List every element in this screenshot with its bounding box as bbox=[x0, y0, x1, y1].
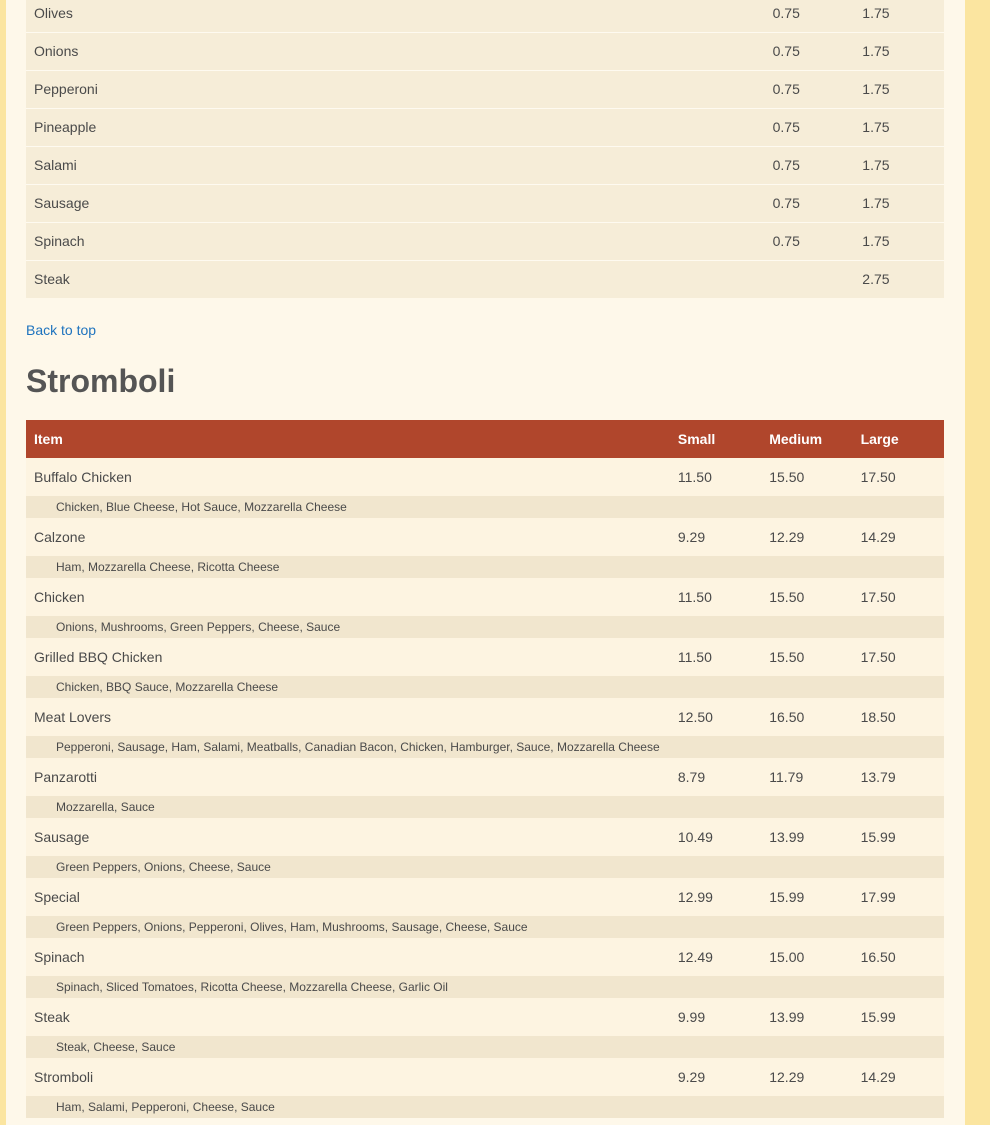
item-description: Ham, Mozzarella Cheese, Ricotta Cheese bbox=[26, 556, 944, 578]
item-name: Panzarotti bbox=[26, 758, 670, 796]
topping-row bbox=[26, 32, 944, 70]
item-large-price: 17.50 bbox=[853, 458, 944, 496]
item-description: Chicken, BBQ Sauce, Mozzarella Cheese bbox=[26, 676, 944, 698]
header-item: Item bbox=[26, 420, 670, 458]
item-small-price: 9.29 bbox=[670, 1058, 761, 1096]
topping-name: Pineapple bbox=[26, 108, 765, 146]
item-medium-price: 15.99 bbox=[761, 878, 852, 916]
item-name: Meat Lovers bbox=[26, 698, 670, 736]
item-description: Green Peppers, Onions, Cheese, Sauce bbox=[26, 856, 944, 878]
stromboli-description-row bbox=[26, 796, 944, 818]
item-small-price: 11.50 bbox=[670, 458, 761, 496]
stromboli-description-row bbox=[26, 1036, 944, 1058]
item-medium-price: 13.99 bbox=[761, 818, 852, 856]
item-description: Chicken, Blue Cheese, Hot Sauce, Mozzarella Cheese bbox=[26, 496, 944, 518]
topping-name: Pepperoni bbox=[26, 70, 765, 108]
item-name: Chicken bbox=[26, 578, 670, 616]
item-large-price: 15.99 bbox=[853, 818, 944, 856]
topping-row bbox=[26, 260, 944, 298]
header-large: Large bbox=[853, 420, 944, 458]
item-medium-price: 12.29 bbox=[761, 518, 852, 556]
item-name: Grilled BBQ Chicken bbox=[26, 638, 670, 676]
item-medium-price: 13.99 bbox=[761, 998, 852, 1036]
stromboli-description-row bbox=[26, 736, 944, 758]
item-description: Green Peppers, Onions, Pepperoni, Olives, Ham, Mushrooms, Sausage, Cheese, Sauce bbox=[26, 916, 944, 938]
topping-name: Spinach bbox=[26, 222, 765, 260]
item-large-price: 18.50 bbox=[853, 698, 944, 736]
topping-row bbox=[26, 70, 944, 108]
back-to-top-link[interactable]: Back to top bbox=[26, 322, 97, 338]
topping-name: Sausage bbox=[26, 184, 765, 222]
item-small-price: 9.29 bbox=[670, 518, 761, 556]
page-content bbox=[6, 0, 965, 1125]
topping-row bbox=[26, 108, 944, 146]
item-name: Special bbox=[26, 878, 670, 916]
item-small-price: 9.99 bbox=[670, 998, 761, 1036]
item-description: Pepperoni, Sausage, Ham, Salami, Meatballs, Canadian Bacon, Chicken, Hamburger, Sauce, Mozzarella Cheese bbox=[26, 736, 944, 758]
topping-name: Onions bbox=[26, 32, 765, 70]
topping-large-price: 1.75 bbox=[854, 70, 944, 108]
toppings-table-body bbox=[26, 0, 944, 298]
topping-small-price bbox=[765, 260, 855, 298]
topping-small-price: 0.75 bbox=[765, 0, 855, 32]
stromboli-table-body bbox=[26, 458, 944, 1118]
item-large-price: 15.99 bbox=[853, 998, 944, 1036]
topping-large-price: 1.75 bbox=[854, 184, 944, 222]
stromboli-description-row bbox=[26, 856, 944, 878]
item-medium-price: 16.50 bbox=[761, 698, 852, 736]
stromboli-header-row bbox=[26, 420, 944, 458]
item-description: Steak, Cheese, Sauce bbox=[26, 1036, 944, 1058]
stromboli-description-row bbox=[26, 676, 944, 698]
item-medium-price: 15.50 bbox=[761, 638, 852, 676]
topping-small-price: 0.75 bbox=[765, 146, 855, 184]
item-medium-price: 15.50 bbox=[761, 578, 852, 616]
item-name: Steak bbox=[26, 998, 670, 1036]
item-medium-price: 15.00 bbox=[761, 938, 852, 976]
topping-small-price: 0.75 bbox=[765, 108, 855, 146]
item-name: Sausage bbox=[26, 818, 670, 856]
topping-large-price: 1.75 bbox=[854, 32, 944, 70]
section-title: Stromboli bbox=[26, 363, 176, 399]
topping-small-price: 0.75 bbox=[765, 222, 855, 260]
topping-large-price: 1.75 bbox=[854, 222, 944, 260]
stromboli-item-row bbox=[26, 638, 944, 676]
toppings-table bbox=[26, 0, 944, 298]
topping-small-price: 0.75 bbox=[765, 70, 855, 108]
item-name: Stromboli bbox=[26, 1058, 670, 1096]
topping-small-price: 0.75 bbox=[765, 32, 855, 70]
topping-row bbox=[26, 222, 944, 260]
header-medium: Medium bbox=[761, 420, 852, 458]
stromboli-description-row bbox=[26, 916, 944, 938]
item-large-price: 17.50 bbox=[853, 638, 944, 676]
stromboli-item-row bbox=[26, 518, 944, 556]
stromboli-description-row bbox=[26, 1096, 944, 1118]
stromboli-item-row bbox=[26, 1058, 944, 1096]
stromboli-item-row bbox=[26, 938, 944, 976]
stromboli-table bbox=[26, 420, 944, 1118]
topping-row bbox=[26, 146, 944, 184]
topping-large-price: 1.75 bbox=[854, 146, 944, 184]
item-medium-price: 11.79 bbox=[761, 758, 852, 796]
stromboli-item-row bbox=[26, 998, 944, 1036]
topping-large-price: 1.75 bbox=[854, 0, 944, 32]
item-description: Mozzarella, Sauce bbox=[26, 796, 944, 818]
topping-small-price: 0.75 bbox=[765, 184, 855, 222]
stromboli-item-row bbox=[26, 758, 944, 796]
stromboli-item-row bbox=[26, 578, 944, 616]
stromboli-item-row bbox=[26, 458, 944, 496]
topping-row bbox=[26, 184, 944, 222]
item-medium-price: 15.50 bbox=[761, 458, 852, 496]
item-small-price: 12.50 bbox=[670, 698, 761, 736]
item-small-price: 12.49 bbox=[670, 938, 761, 976]
item-large-price: 14.29 bbox=[853, 518, 944, 556]
topping-large-price: 2.75 bbox=[854, 260, 944, 298]
topping-name: Salami bbox=[26, 146, 765, 184]
item-large-price: 17.50 bbox=[853, 578, 944, 616]
topping-large-price: 1.75 bbox=[854, 108, 944, 146]
topping-name: Steak bbox=[26, 260, 765, 298]
item-large-price: 17.99 bbox=[853, 878, 944, 916]
topping-name: Olives bbox=[26, 0, 765, 32]
stromboli-description-row bbox=[26, 556, 944, 578]
item-description: Ham, Salami, Pepperoni, Cheese, Sauce bbox=[26, 1096, 944, 1118]
item-small-price: 10.49 bbox=[670, 818, 761, 856]
item-description: Spinach, Sliced Tomatoes, Ricotta Cheese, Mozzarella Cheese, Garlic Oil bbox=[26, 976, 944, 998]
item-large-price: 14.29 bbox=[853, 1058, 944, 1096]
item-small-price: 11.50 bbox=[670, 578, 761, 616]
item-medium-price: 12.29 bbox=[761, 1058, 852, 1096]
item-small-price: 12.99 bbox=[670, 878, 761, 916]
item-description: Onions, Mushrooms, Green Peppers, Cheese, Sauce bbox=[26, 616, 944, 638]
item-small-price: 11.50 bbox=[670, 638, 761, 676]
page-side-right bbox=[965, 0, 990, 1125]
item-large-price: 13.79 bbox=[853, 758, 944, 796]
item-name: Calzone bbox=[26, 518, 670, 556]
stromboli-description-row bbox=[26, 616, 944, 638]
stromboli-item-row bbox=[26, 878, 944, 916]
stromboli-item-row bbox=[26, 818, 944, 856]
stromboli-description-row bbox=[26, 976, 944, 998]
stromboli-description-row bbox=[26, 496, 944, 518]
topping-row bbox=[26, 0, 944, 32]
item-name: Spinach bbox=[26, 938, 670, 976]
item-large-price: 16.50 bbox=[853, 938, 944, 976]
item-name: Buffalo Chicken bbox=[26, 458, 670, 496]
stromboli-item-row bbox=[26, 698, 944, 736]
header-small: Small bbox=[670, 420, 761, 458]
item-small-price: 8.79 bbox=[670, 758, 761, 796]
